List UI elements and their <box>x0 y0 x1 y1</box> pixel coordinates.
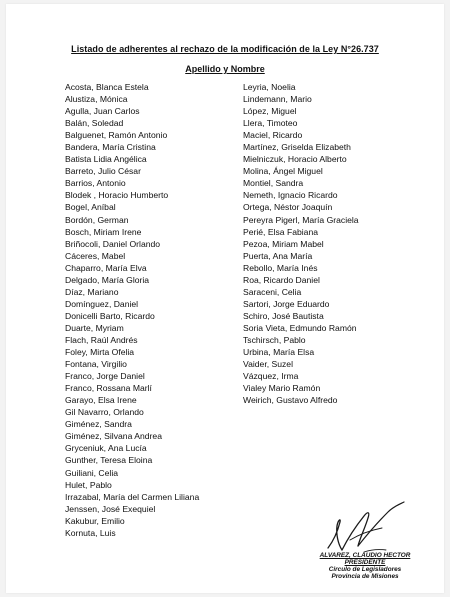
list-item: Urbina, María Elsa <box>243 347 315 358</box>
list-item: Barrios, Antonio <box>65 178 126 189</box>
list-item: Saraceni, Celia <box>243 286 302 297</box>
list-item: Kornuta, Luis <box>65 527 116 538</box>
names-column-right <box>243 81 359 406</box>
list-item: Perié, Elsa Fabiana <box>243 226 318 237</box>
list-item: Bandera, María Cristina <box>65 142 156 153</box>
list-item: Pezoa, Miriam Mabel <box>243 238 324 249</box>
list-item: Chaparro, María Elva <box>65 262 147 273</box>
list-item: Briñocoli, Daniel Orlando <box>65 238 161 249</box>
list-item: Irrazabal, María del Carmen Liliana <box>65 491 200 502</box>
names-column-left <box>65 81 199 539</box>
list-item: Nemeth, Ignacio Ricardo <box>243 190 338 201</box>
list-item: Giménez, Silvana Andrea <box>65 431 162 442</box>
list-item: Schiro, José Bautista <box>243 310 324 321</box>
list-item: Gunther, Teresa Eloina <box>65 455 153 466</box>
list-item: Weirich, Gustavo Alfredo <box>243 395 338 406</box>
list-item: Vaider, Suzel <box>243 359 294 370</box>
list-item: Acosta, Blanca Estela <box>65 82 149 92</box>
list-item: Garayo, Elsa Irene <box>65 395 137 406</box>
list-item: Gil Navarro, Orlando <box>65 407 144 418</box>
signatory-org-line-2: Provincia de Misiones <box>331 573 399 580</box>
list-item: Domínguez, Daniel <box>65 298 139 309</box>
signatory-role: PRESIDENTE <box>344 559 386 566</box>
list-item: Bosch, Miriam Irene <box>65 226 142 237</box>
list-item: Blodek , Horacio Humberto <box>65 190 169 201</box>
list-item: López, Miguel <box>243 106 297 117</box>
list-item: Alustiza, Mónica <box>65 94 128 105</box>
list-item: Maciel, Ricardo <box>243 130 303 141</box>
list-item: Montiel, Sandra <box>243 178 304 189</box>
list-item: Leyria, Noelia <box>243 82 296 92</box>
list-item: Balguenet, Ramón Antonio <box>65 130 168 141</box>
list-item: Duarte, Myriam <box>65 322 124 333</box>
list-item: Delgado, María Gloria <box>65 274 150 285</box>
list-item: Foley, Mirta Ofelia <box>65 347 135 358</box>
list-item: Rebollo, María Inés <box>243 262 318 273</box>
list-item: Barreto, Julio César <box>65 166 141 177</box>
list-item: Hulet, Pablo <box>65 479 112 490</box>
list-item: Martínez, Griselda Elizabeth <box>243 142 351 153</box>
signatory-org-line-1: Circulo de Legisladores <box>328 566 402 573</box>
list-item: Giménez, Sandra <box>65 419 132 430</box>
list-item: Agulla, Juan Carlos <box>65 106 140 117</box>
list-item: Díaz, Mariano <box>65 286 119 297</box>
list-item: Kakubur, Emilio <box>65 515 125 526</box>
list-item: Bogel, Aníbal <box>65 202 116 213</box>
list-item: Sartori, Jorge Eduardo <box>243 298 330 309</box>
list-item: Ortega, Néstor Joaquín <box>243 202 333 213</box>
list-item: Tschirsch, Pablo <box>243 334 306 345</box>
list-item: Molina, Ángel Miguel <box>243 166 323 177</box>
list-item: Batista Lidia Angélica <box>65 154 147 165</box>
list-item: Jenssen, José Exequiel <box>65 503 156 514</box>
document-title: Listado de adherentes al rechazo de la modificación de la Ley N°26.737 <box>71 44 379 54</box>
list-item: Balán, Soledad <box>65 118 124 129</box>
list-item: Mielniczuk, Horacio Alberto <box>243 154 347 165</box>
list-item: Franco, Rossana Marlí <box>65 383 152 394</box>
list-item: Vázquez, Irma <box>243 371 299 382</box>
list-item: Bordón, German <box>65 214 129 225</box>
list-item: Puerta, Ana María <box>243 250 313 261</box>
list-item: Roa, Ricardo Daniel <box>243 274 320 285</box>
signatory-name: ALVAREZ, CLAUDIO HECTOR <box>319 552 411 559</box>
list-item: Guiliani, Celia <box>65 467 119 478</box>
list-item: Cáceres, Mabel <box>65 250 126 261</box>
list-item: Flach, Raúl Andrés <box>65 334 138 345</box>
list-item: Soria Vieta, Edmundo Ramón <box>243 322 357 333</box>
list-item: Vialey Mario Ramón <box>243 383 321 394</box>
list-subtitle: Apellido y Nombre <box>185 64 265 74</box>
list-item: Gryceniuk, Ana Lucía <box>65 443 147 454</box>
list-item: Lindemann, Mario <box>243 94 312 105</box>
handwritten-signature <box>320 500 410 560</box>
list-item: Donicelli Barto, Ricardo <box>65 310 155 321</box>
list-item: Franco, Jorge Daniel <box>65 371 145 382</box>
list-item: Pereyra Pigerl, María Graciela <box>243 214 359 225</box>
list-item: Llera, Timoteo <box>243 118 298 129</box>
list-item: Fontana, Virgilio <box>65 359 127 370</box>
